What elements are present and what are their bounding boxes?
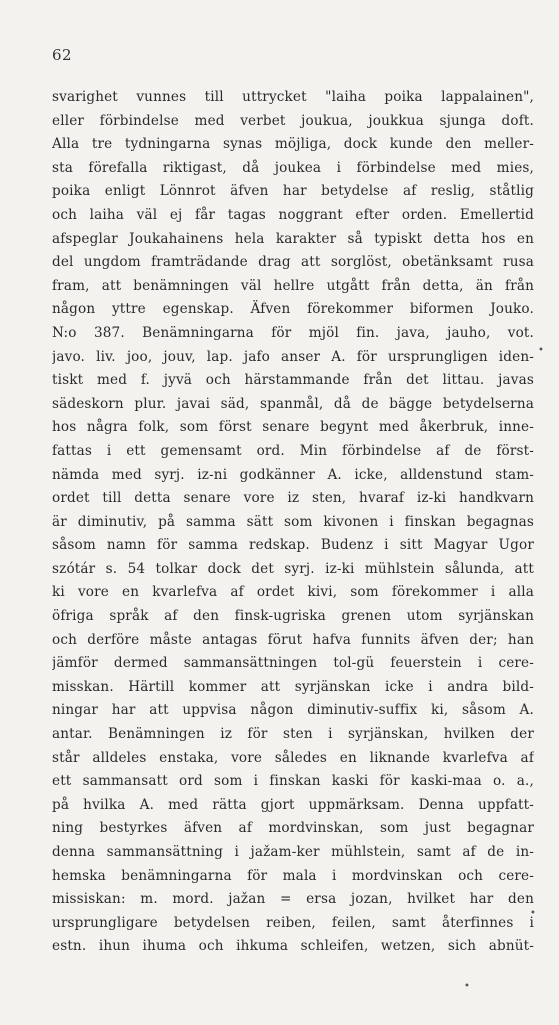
text-line: tiskt med f. jyvä och härstammande från det littau. javas — [52, 372, 534, 389]
text-line: såsom namn för samma redskap. Budenz i sitt Magyar Ugor — [52, 537, 534, 554]
text-line: någon yttre egenskap. Äfven förekommer biformen Jouko. — [52, 301, 534, 318]
text-line: javo. liv. joo, jouv, lap. jafo anser A. för ursprungligen iden- — [52, 348, 534, 365]
text-line: afspeglar Joukahainens hela karakter så typiskt detta hos en — [52, 230, 534, 247]
text-line: misskan. Härtill kommer att syrjänskan icke i andra bild- — [52, 678, 534, 695]
text-line: fram, att benämningen väl hellre utgått från detta, än från — [52, 277, 534, 294]
text-line: svarighet vunnes till uttrycket "laiha poika lappalainen", — [52, 89, 534, 105]
text-line: och derföre måste antagas förut hafva funnits äfven der; han — [52, 631, 534, 648]
text-line: står alldeles enstaka, vore således en liknande kvarlefva af — [52, 749, 534, 766]
text-line: Alla tre tydningarna synas möjliga, dock kunde den meller- — [52, 136, 534, 153]
text-line: hos några folk, som först senare begynt med åkerbruk, inne- — [52, 419, 534, 436]
text-line: och laiha väl ej får tagas noggrant efter orden. Emellertid — [52, 206, 534, 223]
text-line: eller förbindelse med verbet joukua, joukkua sjunga doft. — [52, 112, 534, 129]
text-line: jämför dermed sammansättningen tol-gü feuerstein i cere- — [52, 655, 534, 672]
text-line: ningar har att uppvisa någon diminutiv-suffix ki, såsom A. — [52, 702, 534, 719]
text-line: fattas i ett gemensamt ord. Min förbindelse af de först- — [52, 442, 534, 459]
text-line: ning bestyrkes äfven af mordvinskan, som just begagnar — [52, 820, 534, 837]
text-line: poika enligt Lönnrot äfven har betydelse af reslig, ståtlig — [52, 183, 534, 200]
text-line: antar. Benämningen iz för sten i syrjänskan, hvilken der — [52, 726, 534, 743]
text-line: är diminutiv, på samma sätt som kivonen i finskan begagnas — [52, 513, 534, 530]
margin-dot: • — [530, 908, 536, 919]
text-line: missiskan: m. mord. jažan = ersa jozan, hvilket har den — [52, 891, 534, 908]
text-line: ki vore en kvarlefva af ordet kivi, som förekommer i alla — [52, 584, 534, 601]
margin-dot: • — [538, 345, 544, 356]
page-number: 62 — [52, 46, 73, 64]
text-line: sädeskorn plur. javai säd, spanmål, då de bägge betydelserna — [52, 395, 534, 412]
text-line: på hvilka A. med rätta gjort uppmärksam. Denna uppfatt- — [52, 796, 534, 813]
text-line: estn. ihun ihuma och ihkuma schleifen, wetzen, sich abnüt- — [52, 938, 534, 955]
text-line: nämda med syrj. iz-ni godkänner A. icke, alldenstund stam- — [52, 466, 534, 483]
text-line: ursprungligare betydelsen reiben, feilen, samt återfinnes i — [52, 914, 534, 931]
text-line: öfriga språk af den finsk-ugriska grenen utom syrjänskan — [52, 608, 534, 625]
text-line: sta förefalla riktigast, då joukea i förbindelse med mies, — [52, 159, 534, 176]
text-line: del ungdom framträdande drag att sorglöst, obetänksamt rusa — [52, 254, 534, 271]
body-text — [52, 86, 534, 959]
margin-dot: • — [464, 981, 470, 992]
text-line: ett sammansatt ord som i finskan kaski för kaski-maa o. a., — [52, 773, 534, 790]
text-line: szótár s. 54 tolkar dock det syrj. iz-ki mühlstein sålunda, att — [52, 560, 534, 577]
text-line: N:o 387. Benämningarna för mjöl fin. java, jauho, vot. — [52, 324, 534, 341]
text-line: denna sammansättning i jažam-ker mühlstein, samt af de in- — [52, 844, 534, 860]
text-line: ordet till detta senare vore iz sten, hvaraf iz-ki handkvarn — [52, 490, 534, 507]
text-line: hemska benämningarna för mala i mordvinskan och cere- — [52, 867, 534, 884]
